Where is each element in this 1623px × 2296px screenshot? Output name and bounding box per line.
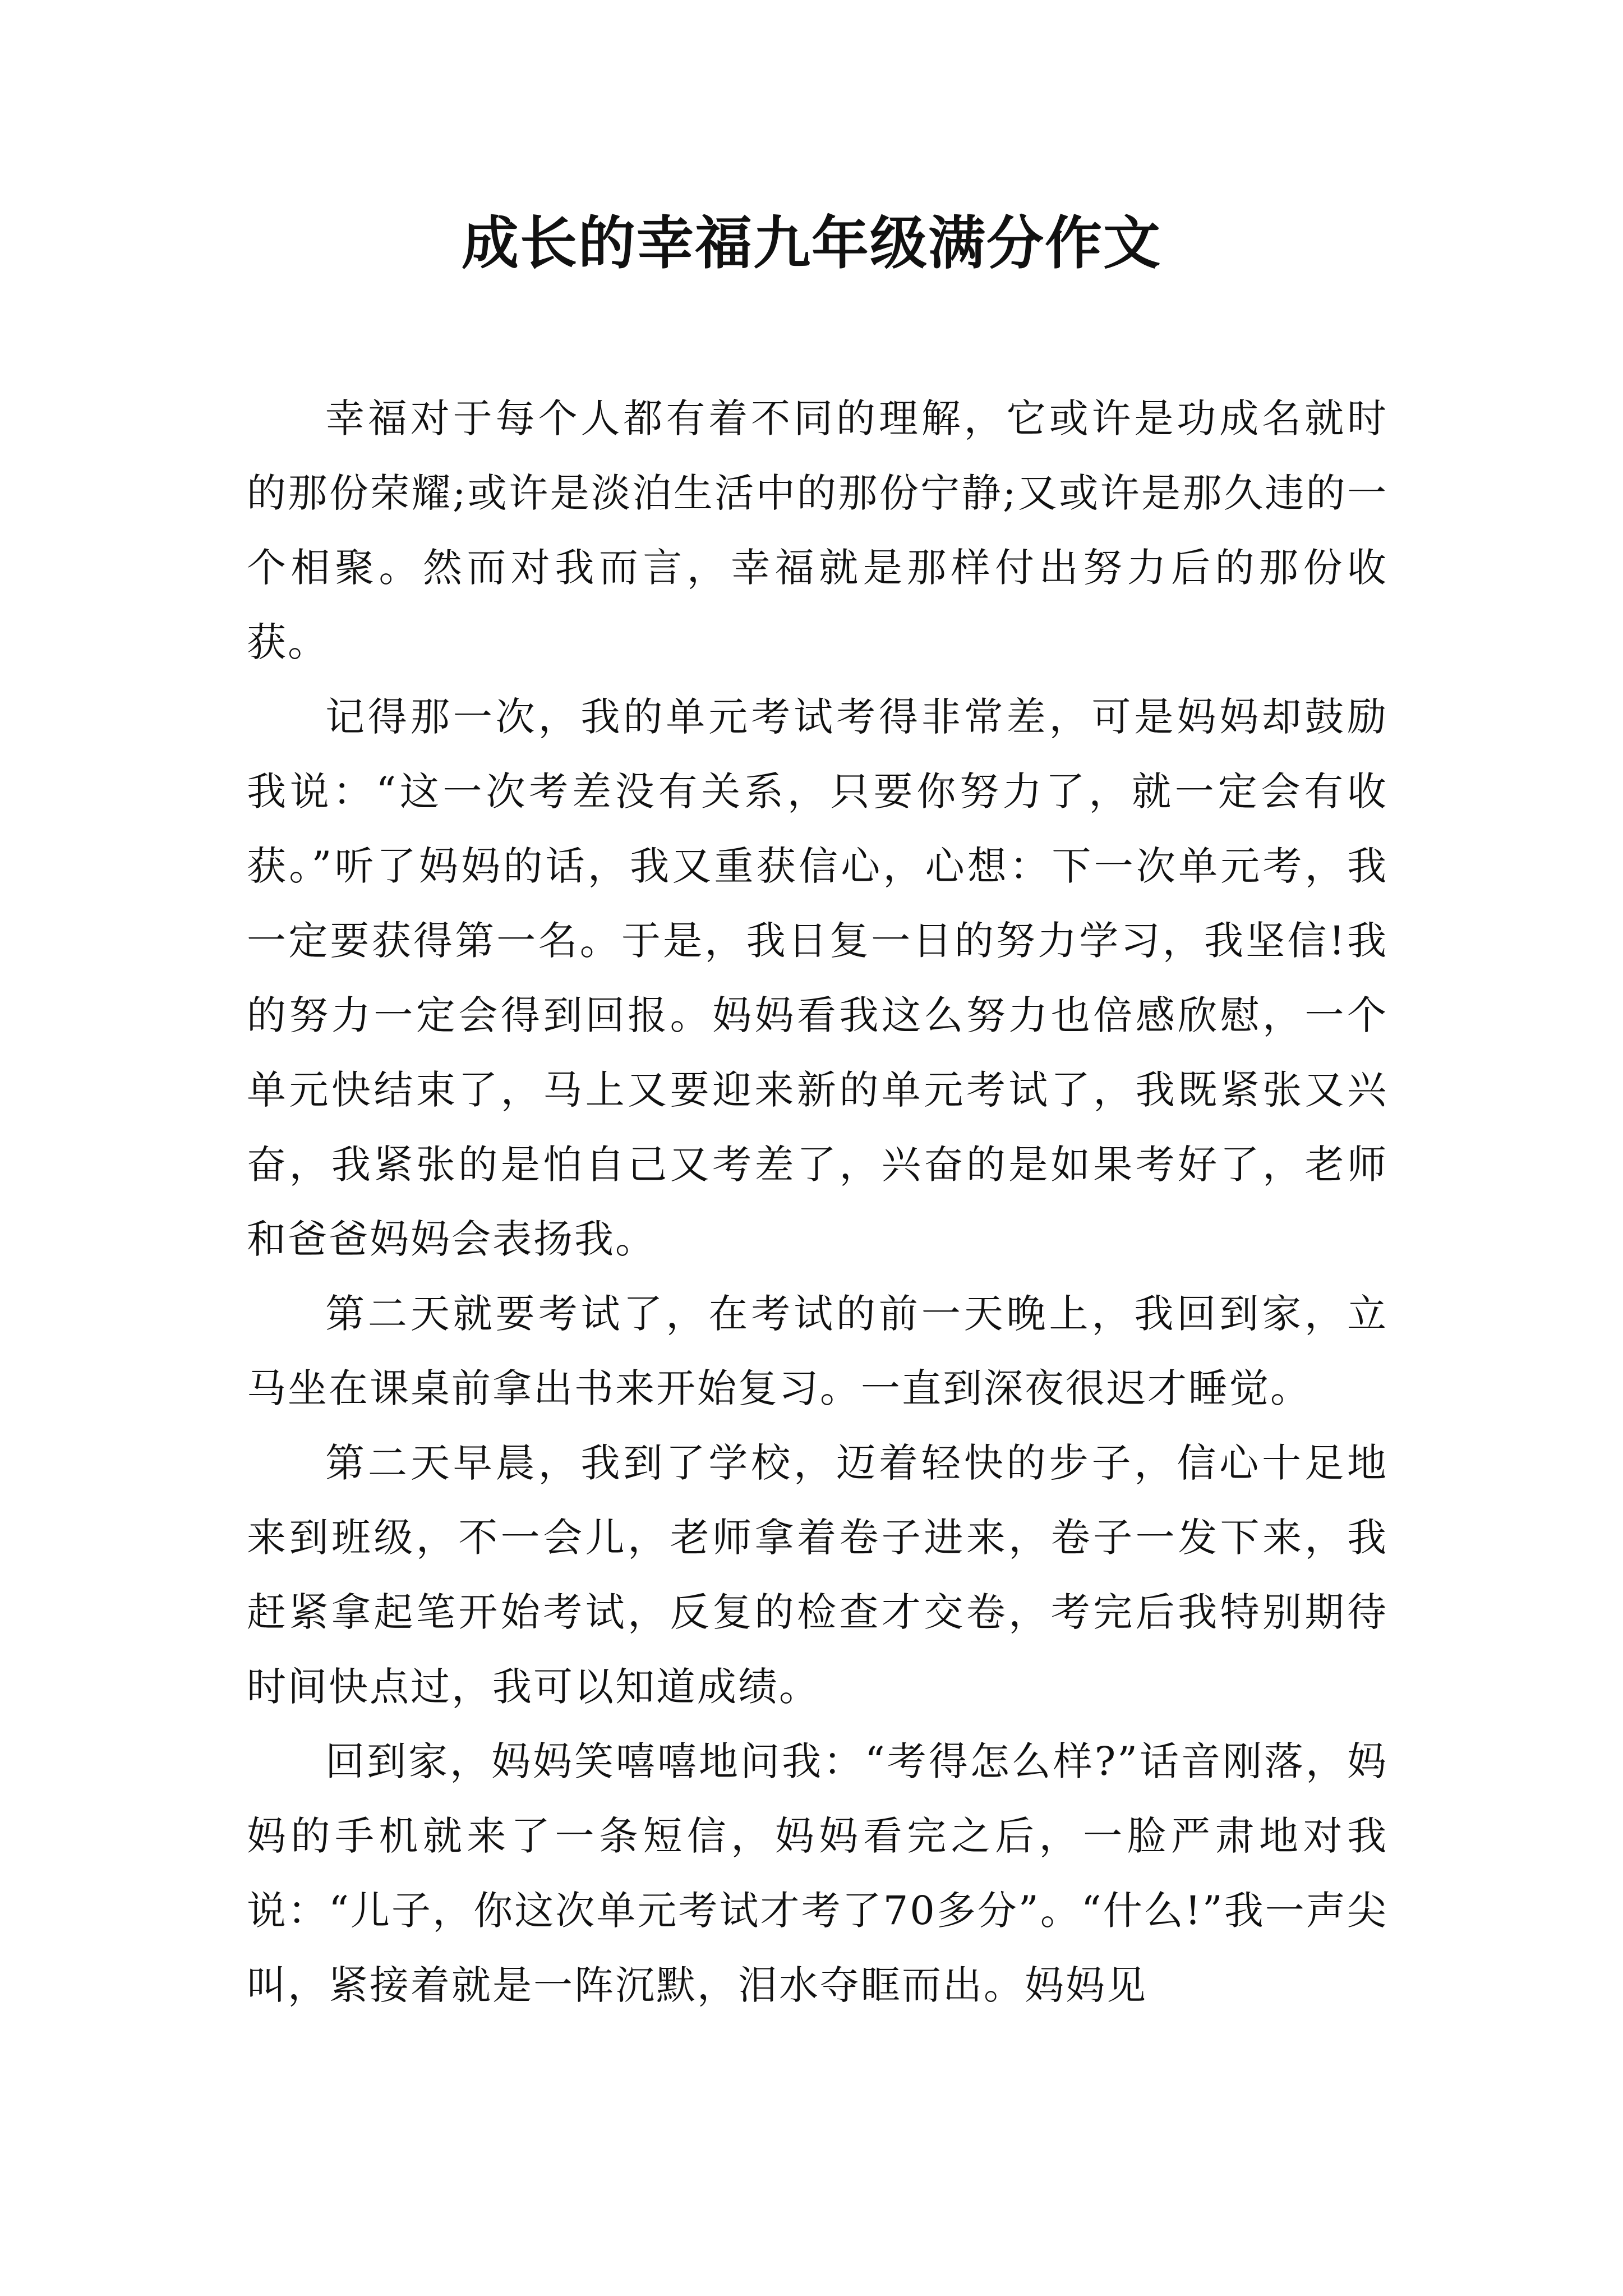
paragraph: 第二天早晨，我到了学校，迈着轻快的步子，信心十足地来到班级，不一会儿，老师拿着卷子进来，卷子一发下来，我赶紧拿起笔开始考试，反复的检查才交卷，考完后我特别期待时间快点过，我可以知道成绩。 [247, 1440, 1388, 1710]
paragraph: 幸福对于每个人都有着不同的理解，它或许是功成名就时的那份荣耀;或许是淡泊生活中的那份宁静;又或许是那久违的一个相聚。然而对我而言，幸福就是那样付出努力后的那份收获。 [247, 395, 1388, 665]
paragraph: 回到家，妈妈笑嘻嘻地问我：“考得怎么样?”话音刚落，妈妈的手机就来了一条短信，妈妈看完之后，一脸严肃地对我说：“儿子，你这次单元考试才考了70多分”。“什么!”我一声尖叫，紧接着就是一阵沉默，泪水夺眶而出。妈妈见 [247, 1738, 1388, 2008]
document-title: 成长的幸福九年级满分作文 [462, 210, 1161, 277]
document-body [247, 381, 1388, 2023]
paragraph: 第二天就要考试了，在考试的前一天晚上，我回到家，立马坐在课桌前拿出书来开始复习。一直到深夜很迟才睡觉。 [247, 1291, 1388, 1411]
paragraph: 记得那一次，我的单元考试考得非常差，可是妈妈却鼓励我说：“这一次考差没有关系，只要你努力了，就一定会有收获。”听了妈妈的话，我又重获信心，心想：下一次单元考，我一定要获得第一名。于是，我日复一日的努力学习，我坚信!我的努力一定会得到回报。妈妈看我这么努力也倍感欣慰，一个单元快结束了，马上又要迎来新的单元考试了，我既紧张又兴奋，我紧张的是怕自己又考差了，兴奋的是如果考好了，老师和爸爸妈妈会表扬我。 [247, 694, 1388, 1262]
